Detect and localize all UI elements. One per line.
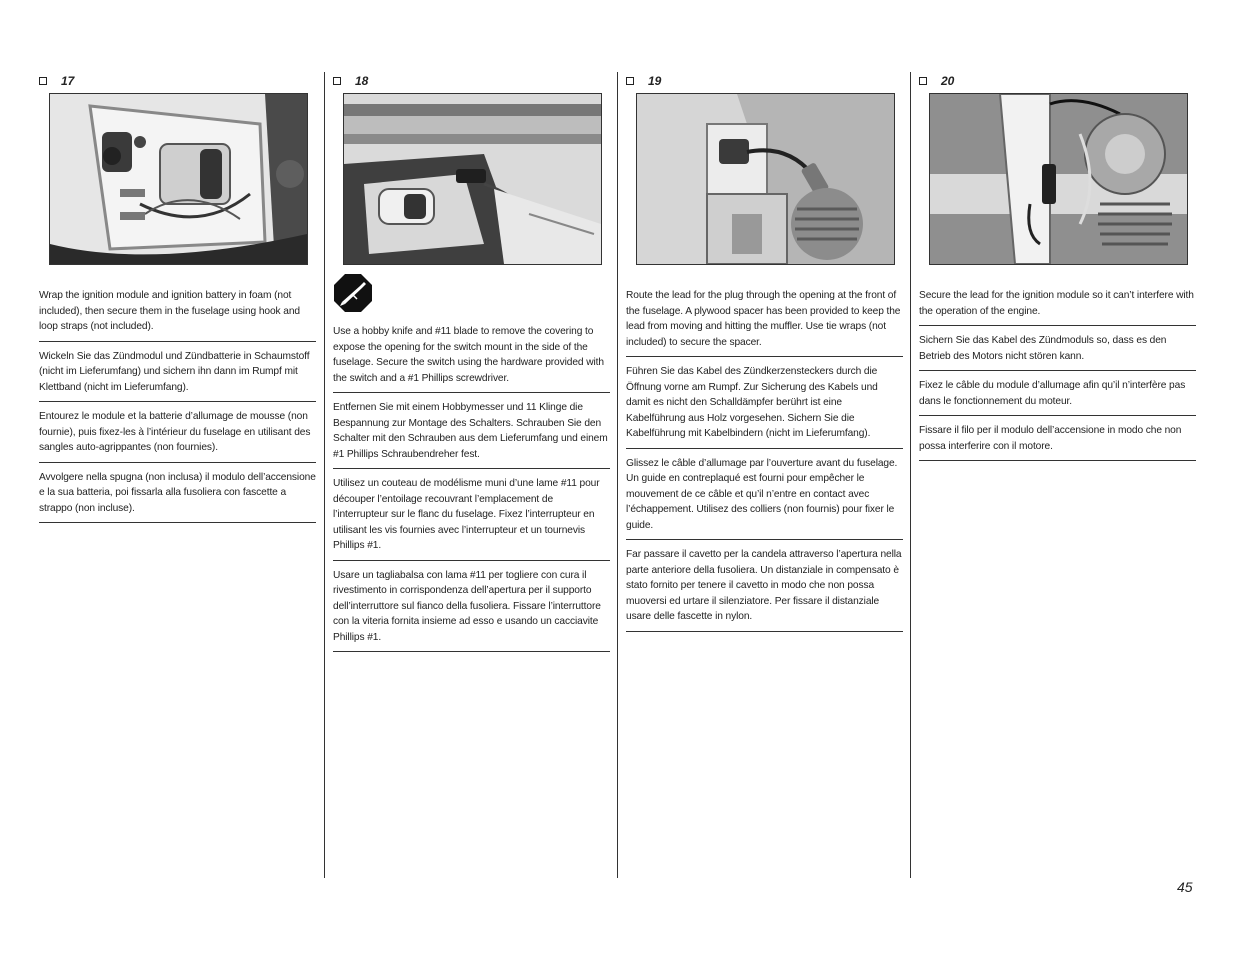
step-17-header	[39, 72, 317, 90]
instruction-english: Route the lead for the plug through the opening at the front of the fuselage. A plywood spacer has been provided to keep the lead from moving and hitting the muffler. Use tie wraps (not included) to secure the spacer.	[626, 288, 903, 357]
instruction-english: Wrap the ignition module and ignition battery in foam (not included), then secure them in the fuselage using hook and loop straps (not included).	[39, 288, 316, 342]
column-divider	[617, 72, 618, 878]
step-19-column	[626, 72, 904, 622]
step-number: 20	[941, 74, 955, 88]
step-19-photo	[636, 93, 895, 265]
instruction-italian: Fissare il filo per il modulo dell’accensione in modo che non possa interferire con il motore.	[919, 423, 1196, 461]
instruction-italian: Far passare il cavetto per la candela attraverso l’apertura nella parte anteriore della fusoliera. Un distanziale in compensato è stato fornito per tenere il cavetto in modo che non possa muoversi ed urtare il silenziatore. Per fissare il distanziale usare delle fascette in nylon.	[626, 547, 903, 632]
column-divider	[324, 72, 325, 878]
step-number: 18	[355, 74, 369, 88]
instruction-french: Entourez le module et la batterie d’allumage de mousse (non fournie), puis fixez-les à l’intérieur du fuselage en utilisant des sangles auto-agrippantes (non fournies).	[39, 409, 316, 463]
step-18-instructions	[333, 324, 610, 659]
step-19-header	[626, 72, 904, 90]
instruction-french: Utilisez un couteau de modélisme muni d’une lame #11 pour découper l’entoilage recouvrant l’emplacement de l’interrupteur sur le flanc du fuselage. Fixez l’interrupteur en utilisant les vis fournies avec l’interrupteur et un tournevis Phillips #1.	[333, 476, 610, 561]
step-18-photo	[343, 93, 602, 265]
checkbox-icon[interactable]	[919, 77, 927, 85]
checkbox-icon[interactable]	[333, 77, 341, 85]
instruction-german: Entfernen Sie mit einem Hobbymesser und 11 Klinge die Bespannung zur Montage des Schalters. Schrauben Sie den Schalter mit den Schrauben aus dem Lieferumfang und einem #1 Phillips Schraubendreher fest.	[333, 400, 610, 469]
instruction-english: Secure the lead for the ignition module so it can’t interfere with the operation of the engine.	[919, 288, 1196, 326]
step-20-photo	[929, 93, 1188, 265]
step-17-photo	[49, 93, 308, 265]
page-number: 45	[1177, 879, 1193, 895]
step-17-instructions	[39, 288, 316, 530]
step-20-column	[919, 72, 1197, 452]
step-18-column	[333, 72, 611, 643]
instruction-french: Fixez le câble du module d’allumage afin qu’il n’interfère pas dans le fonctionnement du moteur.	[919, 378, 1196, 416]
instruction-german: Führen Sie das Kabel des Zündkerzensteckers durch die Öffnung vorne am Rumpf. Zur Sicherung des Kabels und damit es nicht den Schalldämpfer berührt ist eine Kabelführung aus Holz vorgesehen. Sichern Sie die Kabelführung mit Kabelbindern (nicht im Lieferumfang).	[626, 364, 903, 449]
step-number: 17	[61, 74, 75, 88]
checkbox-icon[interactable]	[39, 77, 47, 85]
instruction-german: Wickeln Sie das Zündmodul und Zündbatterie in Schaumstoff (nicht im Lieferumfang) und sichern ihn dann im Rumpf mit Klettband (nicht im Lieferumfang).	[39, 349, 316, 403]
hobby-knife-warning-icon	[333, 273, 373, 313]
instruction-french: Glissez le câble d’allumage par l’ouverture avant du fuselage. Un guide en contreplaqué est fourni pour empêcher le mouvement de ce câble et qu’il n’entre en contact avec l’échappement. Utilisez des colliers (non fournis) pour fixer le guide.	[626, 456, 903, 541]
instruction-english: Use a hobby knife and #11 blade to remove the covering to expose the opening for the switch mount in the side of the fuselage. Secure the switch using the hardware provided with the switch and a #1 Phillips screwdriver.	[333, 324, 610, 393]
step-20-header	[919, 72, 1197, 90]
instruction-italian: Usare un tagliabalsa con lama #11 per togliere con cura il rivestimento in corrispondenza dell’apertura per il supporto dell’interruttore sul fianco della fusoliera. Fissare l’interruttore con la viteria fornita insieme ad esso e usando un cacciavite Phillips #1.	[333, 568, 610, 653]
step-20-instructions	[919, 288, 1196, 468]
checkbox-icon[interactable]	[626, 77, 634, 85]
step-19-instructions	[626, 288, 903, 639]
instruction-italian: Avvolgere nella spugna (non inclusa) il modulo dell’accensione e la sua batteria, poi fissarla alla fusoliera con fascette a strappo (non incluse).	[39, 470, 316, 524]
column-divider	[910, 72, 911, 878]
step-18-header	[333, 72, 611, 90]
instruction-german: Sichern Sie das Kabel des Zündmoduls so, dass es den Betrieb des Motors nicht stören kann.	[919, 333, 1196, 371]
step-number: 19	[648, 74, 662, 88]
step-17-column	[39, 72, 317, 514]
